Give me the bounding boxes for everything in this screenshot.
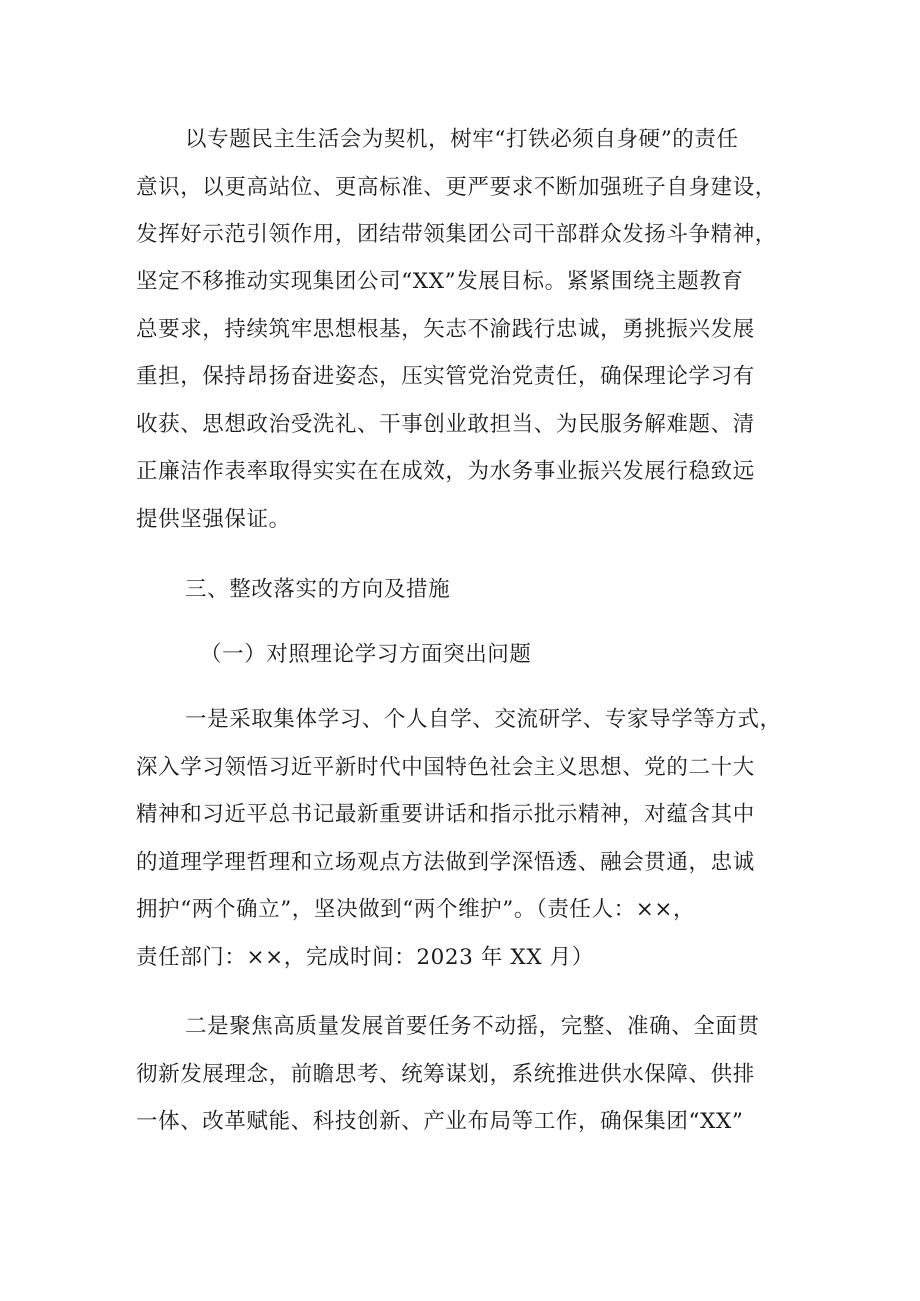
paragraph-2-line-2: 深入学习领悟习近平新时代中国特色社会主义思想、党的二十大 — [136, 755, 755, 780]
paragraph-2-line-3: 精神和习近平总书记最新重要讲话和指示批示精神，对蕴含其中 — [136, 802, 755, 827]
paragraph-2-line-5: 拥护“两个确立”，坚决做到“两个维护”。（责任人：××， — [136, 897, 696, 922]
section-heading: 三、整改落实的方向及措施 — [185, 577, 451, 602]
subsection-heading: （一）对照理论学习方面突出问题 — [200, 642, 532, 667]
paragraph-1-line-1: 以专题民主生活会为契机，树牢“打铁必须自身硬”的责任 — [185, 127, 739, 152]
paragraph-2-line-1: 一是采取集体学习、个人自学、交流研学、专家导学等方式， — [185, 707, 782, 732]
paragraph-1-line-5: 总要求，持续筑牢思想根基，矢志不渝践行忠诚，勇挑振兴发展 — [136, 317, 755, 342]
paragraph-1-line-6: 重担，保持昂扬奋进姿态，压实管党治党责任，确保理论学习有 — [136, 364, 755, 389]
paragraph-1-line-7: 收获、思想政治受洗礼、干事创业敢担当、为民服务解难题、清 — [136, 412, 755, 437]
paragraph-3-line-2: 彻新发展理念，前瞻思考、统筹谋划，系统推进供水保障、供排 — [136, 1062, 755, 1087]
paragraph-2-line-6: 责任部门：××，完成时间：2023 年 XX 月） — [136, 945, 594, 970]
paragraph-1-line-9: 提供坚强保证。 — [136, 507, 291, 532]
paragraph-1-line-2: 意识，以更高站位、更高标准、更严要求不断加强班子自身建设， — [136, 175, 777, 200]
paragraph-1-line-3: 发挥好示范引领作用，团结带领集团公司干部群众发扬斗争精神， — [136, 222, 777, 247]
paragraph-3-line-3: 一体、改革赋能、科技创新、产业布局等工作，确保集团“XX” — [136, 1109, 744, 1134]
paragraph-1-line-8: 正廉洁作表率取得实实在在成效，为水务事业振兴发展行稳致远 — [136, 459, 755, 484]
paragraph-3-line-1: 二是聚焦高质量发展首要任务不动摇，完整、准确、全面贯 — [185, 1014, 760, 1039]
paragraph-1-line-4: 坚定不移推动实现集团公司“XX”发展目标。紧紧围绕主题教育 — [136, 269, 744, 294]
paragraph-2-line-4: 的道理学理哲理和立场观点方法做到学深悟透、融会贯通，忠诚 — [136, 850, 755, 875]
